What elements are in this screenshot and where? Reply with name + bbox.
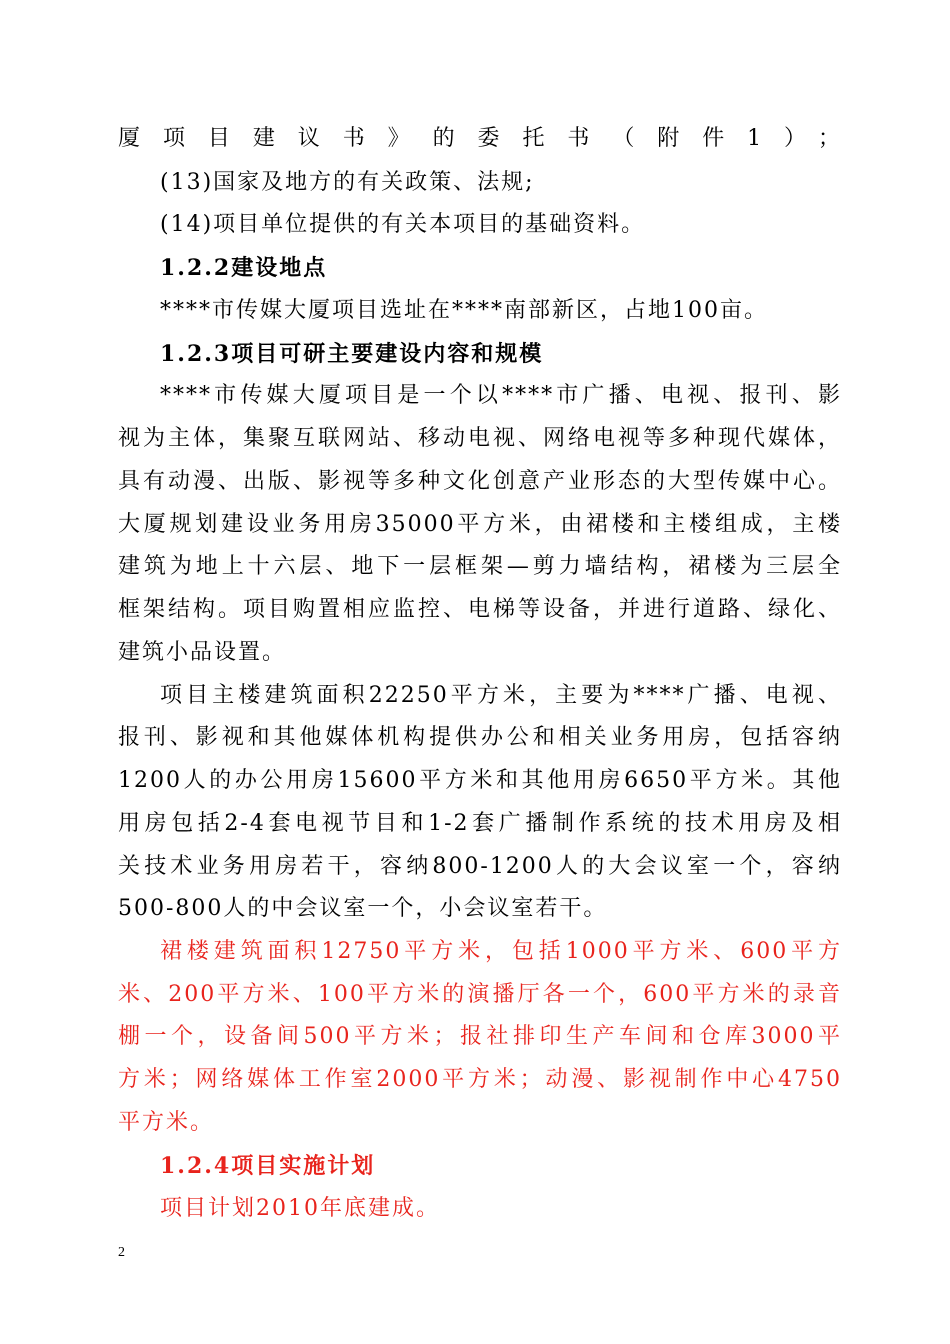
text-line: 项目主楼建筑面积22250平方米，主要为****广播、电视、 [160,683,842,708]
text-line: 建筑为地上十六层、地下一层框架—剪力墙结构，裙楼为三层全 [118,554,842,579]
text-line-highlight: 项目计划2010年底建成。 [160,1196,440,1221]
reference-item-13: (13)国家及地方的有关政策、法规; [160,170,535,195]
text-line-highlight: 米、200平方米、100平方米的演播厅各一个，600平方米的录音 [118,982,842,1007]
text-line: 具有动漫、出版、影视等多种文化创意产业形态的大型传媒中心。 [118,469,842,494]
text-line: 500-800人的中会议室一个，小会议室若干。 [118,896,608,921]
text-line: 建筑小品设置。 [118,640,287,665]
text-line: ****市传媒大厦项目是一个以****市广播、电视、报刊、影 [160,383,842,408]
text-line: 框架结构。项目购置相应监控、电梯等设备，并进行道路、绿化、 [118,597,842,622]
section-heading-1-2-2: 1.2.2建设地点 [160,255,328,281]
text-line: 视为主体，集聚互联网站、移动电视、网络电视等多种现代媒体， [118,426,842,451]
text-line: 用房包括2-4套电视节目和1-2套广播制作系统的技术用房及相 [118,811,842,836]
text-line-highlight: 平方米。 [118,1110,215,1135]
text-line: 1200人的办公用房15600平方米和其他用房6650平方米。其他 [118,768,842,793]
section-heading-1-2-4: 1.2.4项目实施计划 [160,1153,376,1179]
text-line: ****市传媒大厦项目选址在****南部新区，占地100亩。 [160,298,768,323]
text-line: 大厦规划建设业务用房35000平方米，由裙楼和主楼组成，主楼 [118,512,842,537]
text-line-highlight: 方米；网络媒体工作室2000平方米；动漫、影视制作中心4750 [118,1067,842,1092]
text-line: 关技术业务用房若干，容纳800-1200人的大会议室一个，容纳 [118,854,842,879]
text-line: 厦项目建议书》的委托书（附件1）； [118,126,842,151]
reference-item-14: (14)项目单位提供的有关本项目的基础资料。 [160,212,646,237]
text-line-highlight: 裙楼建筑面积12750平方米，包括1000平方米、600平方 [160,939,842,964]
text-line: 报刊、影视和其他媒体机构提供办公和相关业务用房，包括容纳 [118,725,842,750]
text-line-highlight: 棚一个，设备间500平方米；报社排印生产车间和仓库3000平 [118,1024,842,1049]
page-number: 2 [118,1245,125,1260]
section-heading-1-2-3: 1.2.3项目可研主要建设内容和规模 [160,341,544,367]
